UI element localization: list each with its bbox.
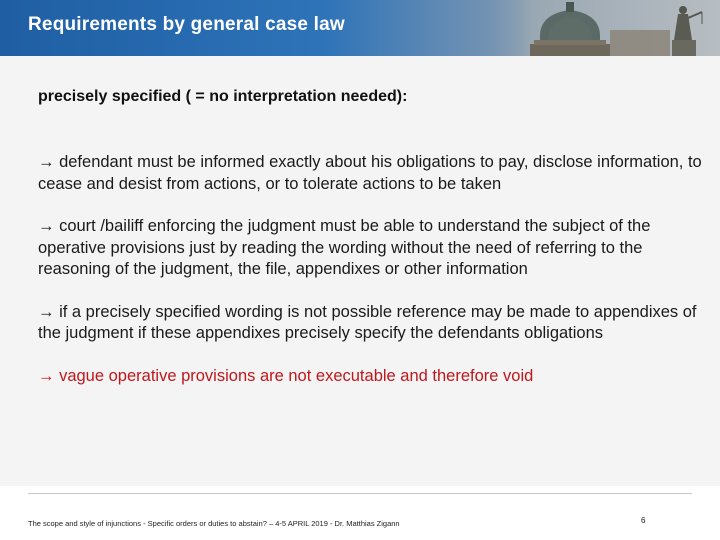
lead-statement: precisely specified ( = no interpretation needed): bbox=[38, 88, 408, 105]
bullet-item: → court /bailiff enforcing the judgment must be able to understand the subject of the operative provisions just by reading the wording without the need of referring to the reasoning of the judgment, the file, appendixes or other information bbox=[38, 217, 651, 278]
bullet-item: → defendant must be informed exactly about his obligations to pay, disclose information, to cease and desist from actions, or to tolerate actions to be taken bbox=[38, 153, 702, 193]
slide-body bbox=[0, 56, 720, 486]
bullet-list bbox=[38, 152, 703, 408]
page-number: 6 bbox=[641, 516, 646, 525]
bullet-item-highlighted: → vague operative provisions are not executable and therefore void bbox=[38, 366, 534, 385]
courthouse-dome-image bbox=[470, 0, 720, 56]
bullet-item: → if a precisely specified wording is not possible reference may be made to appendixes of the judgment if these appendixes precisely specify the defendants obligations bbox=[38, 302, 697, 342]
slide-title: Requirements by general case law bbox=[28, 14, 345, 35]
footer-text: The scope and style of injunctions - Specific orders or duties to abstain? – 4-5 APRIL 2019 - Dr. Matthias Zigann bbox=[28, 519, 400, 528]
footer-divider bbox=[28, 493, 692, 494]
header-banner bbox=[0, 0, 720, 56]
